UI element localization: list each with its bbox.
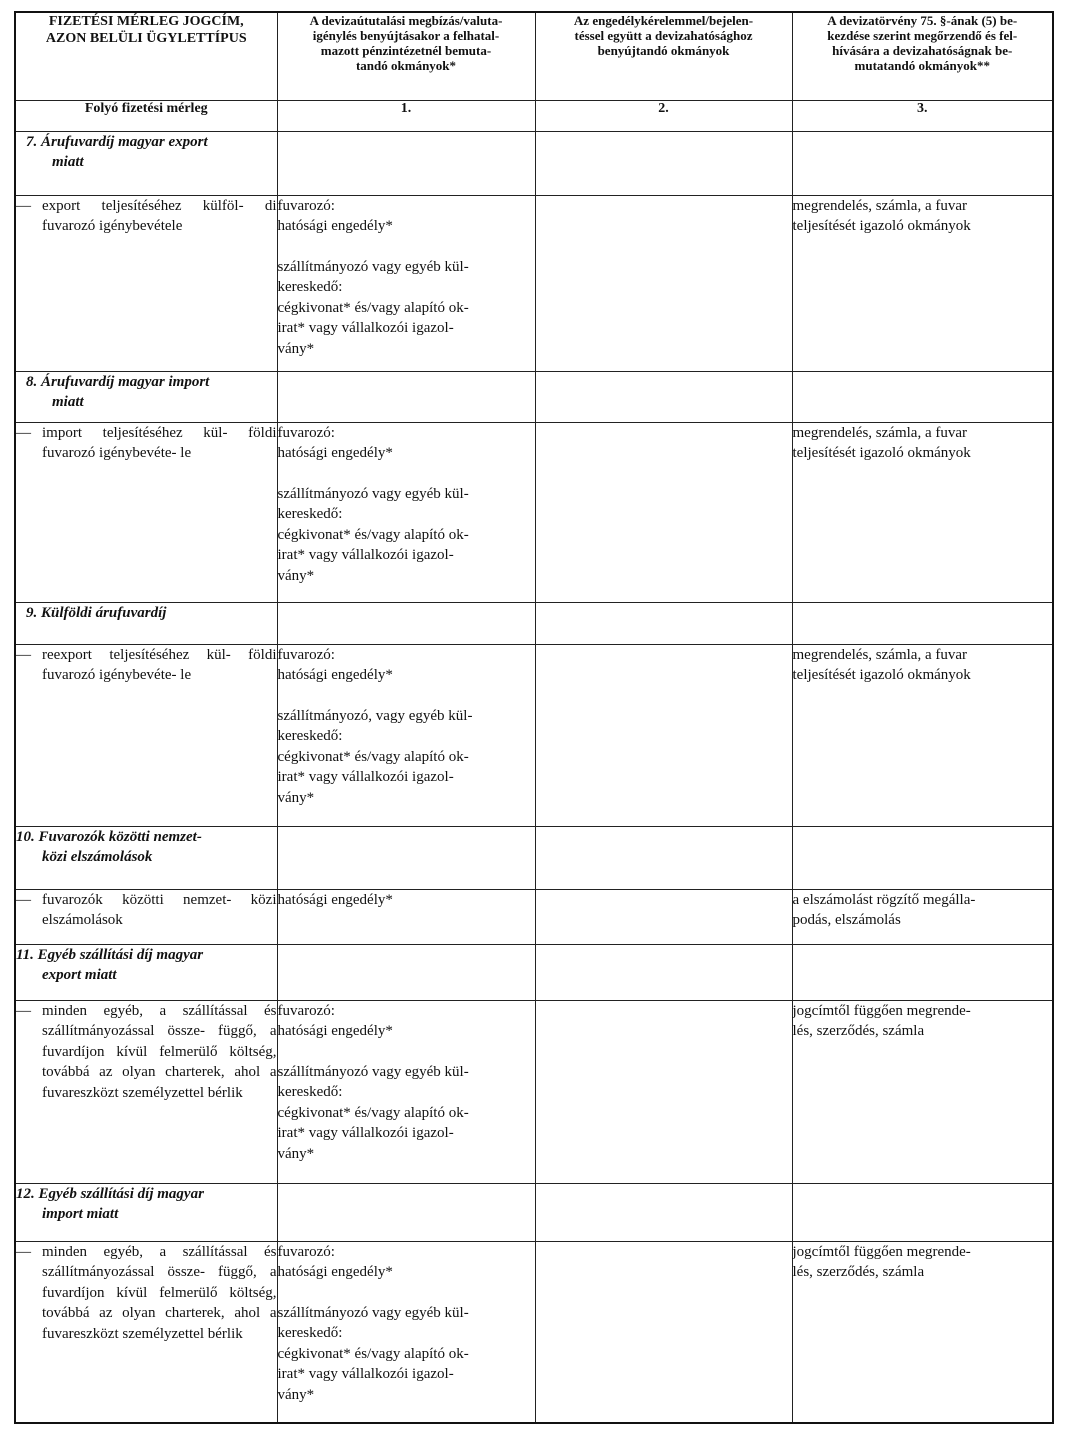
desc-line: felmerülő költség, továbbá [42, 1043, 277, 1080]
section-title-row [15, 826, 1053, 889]
header-col1-line: igénylés benyújtásakor a felhatal- [312, 28, 500, 43]
col1-line: irat* vagy vállalkozói igazol- [277, 547, 454, 563]
section-title-line: import miatt [42, 1205, 119, 1222]
document-table [14, 11, 1054, 1424]
header-col2-line: benyújtandó okmányok [597, 43, 730, 58]
col1-line: kereskedő: [277, 1084, 343, 1100]
desc-line: és szállítmányozással össze- [42, 1002, 277, 1039]
header-col1-line: mazott pénzintézetnél bemuta- [320, 43, 492, 58]
item-row [15, 422, 1053, 602]
col1-line: hatósági engedély* [277, 891, 393, 908]
desc-line: fuvarozók közötti nemzet- [42, 891, 232, 908]
header-col3-line: A devizatörvény 75. §-ának (5) be- [827, 13, 1018, 28]
col3-line: a elszámolást rögzítő megálla- [792, 891, 976, 908]
empty-cell [792, 826, 1053, 889]
desc-line: közi elszámolások [42, 891, 277, 928]
col2-documents [535, 1241, 792, 1423]
item-description [15, 1000, 277, 1183]
col2-documents [535, 889, 792, 944]
col3-line: teljesítését igazoló okmányok [792, 218, 971, 234]
empty-cell [792, 1183, 1053, 1241]
desc-line: földi fuvarozó igénybevéte- [42, 646, 277, 683]
header-col1 [277, 12, 535, 100]
col1-line: cégkivonat* és/vagy alapító ok- [277, 299, 469, 316]
empty-cell [277, 1183, 535, 1241]
empty-cell [277, 371, 535, 422]
col3-documents [792, 195, 1053, 371]
col1-line: vány* [277, 789, 315, 806]
header-col3-line: kezdése szerint megőrzendő és fel- [827, 28, 1018, 43]
desc-line: di fuvarozó igénybevétele [42, 197, 277, 234]
desc-line: függő, a fuvardíjon kívül [42, 1264, 277, 1301]
col1-line: fuvarozó: [277, 197, 335, 214]
dash-mark: — [16, 1243, 31, 1260]
col1-line: cégkivonat* és/vagy alapító ok- [277, 748, 469, 765]
empty-cell [535, 371, 792, 422]
col1-documents [277, 422, 535, 602]
col1-line: kereskedő: [277, 728, 343, 744]
dash-mark: — [16, 197, 31, 214]
section-title-line: miatt [52, 153, 84, 170]
empty-cell [277, 131, 535, 195]
section-title-row [15, 944, 1053, 1000]
col3-documents [792, 1241, 1053, 1423]
section-title-line: export miatt [42, 966, 117, 983]
header-col3-line: mutatandó okmányok** [854, 58, 990, 73]
col1-line: cégkivonat* és/vagy alapító ok- [277, 1345, 469, 1362]
col3-line: lés, szerződés, számla [792, 1264, 925, 1280]
col1-documents [277, 644, 535, 826]
column-number-2: 2. [535, 100, 792, 131]
header-col3-line: hívására a devizahatóságnak be- [832, 43, 1013, 58]
section-title-line: 7. Árufuvardíj magyar export [26, 133, 208, 150]
dash-mark: — [16, 646, 31, 663]
empty-cell [792, 371, 1053, 422]
desc-line: bérlik [207, 1084, 243, 1101]
col1-line: vány* [277, 567, 315, 584]
header-col2 [535, 12, 792, 100]
desc-line: le [180, 445, 192, 461]
section-title-row [15, 602, 1053, 644]
col1-line: kereskedő: [277, 1325, 343, 1341]
dash-mark: — [16, 424, 31, 441]
desc-line: az olyan charterek, ahol a [99, 1305, 277, 1321]
desc-line: minden egyéb, a szállítással [42, 1002, 248, 1019]
section-title-line: 8. Árufuvardíj magyar import [26, 373, 210, 390]
item-description [15, 1241, 277, 1423]
item-description [15, 644, 277, 826]
col1-documents [277, 1241, 535, 1423]
column-number-3: 3. [792, 100, 1053, 131]
col3-line: megrendelés, számla, a fuvar [792, 646, 967, 663]
desc-line: földi fuvarozó igénybevéte- [42, 424, 277, 461]
section-title [15, 826, 277, 889]
col3-line: jogcímtől függően megrende- [792, 1243, 971, 1260]
item-row [15, 195, 1053, 371]
desc-line: le [180, 667, 192, 683]
empty-cell [277, 602, 535, 644]
empty-cell [277, 944, 535, 1000]
col1-line: vány* [277, 340, 315, 357]
desc-line: az olyan charterek, ahol a [99, 1064, 277, 1080]
section-title [15, 1183, 277, 1241]
section-title-row [15, 1183, 1053, 1241]
col3-documents [792, 1000, 1053, 1183]
header-col1-line: A devizaútutalási megbízás/valuta- [309, 13, 503, 28]
header-col2-line: téssel együtt a devizahatósághoz [574, 28, 753, 43]
col1-line: szállítmányozó vagy egyéb kül- [277, 485, 469, 502]
desc-line: reexport teljesítéséhez kül- [42, 646, 231, 663]
col1-line: irat* vagy vállalkozói igazol- [277, 1366, 454, 1382]
header-col0-line: AZON BELÜLI ÜGYLETTÍPUS [45, 31, 247, 46]
col1-line: szállítmányozó vagy egyéb kül- [277, 1063, 469, 1080]
item-row [15, 644, 1053, 826]
col3-documents [792, 644, 1053, 826]
item-row [15, 1000, 1053, 1183]
col1-line: cégkivonat* és/vagy alapító ok- [277, 1104, 469, 1121]
header-col0 [15, 12, 277, 100]
col3-line: jogcímtől függően megrende- [792, 1002, 971, 1019]
col1-line: vány* [277, 1145, 315, 1162]
section-title-line: miatt [52, 393, 84, 410]
header-col1-line: tandó okmányok* [355, 58, 457, 73]
desc-line: minden egyéb, a szállítással [42, 1243, 248, 1260]
dash-mark: — [16, 891, 31, 908]
empty-cell [792, 131, 1053, 195]
col3-line: podás, elszámolás [792, 912, 901, 928]
section-title [15, 131, 277, 195]
desc-line: import teljesítéséhez kül- [42, 424, 228, 441]
item-description [15, 195, 277, 371]
empty-cell [535, 1183, 792, 1241]
section-title-row [15, 131, 1053, 195]
desc-line: fuvareszközt személyzettel [42, 1084, 204, 1101]
folyo-fizetesi-merleg-label: Folyó fizetési mérleg [15, 100, 277, 131]
col2-documents [535, 422, 792, 602]
col1-documents [277, 195, 535, 371]
col1-documents [277, 1000, 535, 1183]
section-title-line: 11. Egyéb szállítási díj magyar [16, 946, 204, 963]
col1-line: kereskedő: [277, 279, 343, 295]
section-title-line: 9. Külföldi árufuvardíj [26, 604, 167, 621]
section-title [15, 602, 277, 644]
section-title-line: 12. Egyéb szállítási díj magyar [16, 1185, 204, 1202]
col1-line: vány* [277, 1386, 315, 1403]
desc-line: felmerülő költség, továbbá [42, 1284, 277, 1321]
item-description [15, 889, 277, 944]
col3-line: teljesítését igazoló okmányok [792, 445, 971, 461]
col1-line: fuvarozó: [277, 424, 335, 441]
col1-line: fuvarozó: [277, 1002, 335, 1019]
section-title-line: közi elszámolások [42, 848, 153, 865]
desc-line: bérlik [207, 1325, 243, 1342]
col1-line: szállítmányozó vagy egyéb kül- [277, 258, 469, 275]
col3-documents [792, 422, 1053, 602]
header-col0-line: FIZETÉSI MÉRLEG JOGCÍM, [48, 14, 244, 29]
empty-cell [535, 826, 792, 889]
col1-line: hatósági engedély* [277, 1264, 393, 1280]
empty-cell [535, 944, 792, 1000]
section-title [15, 371, 277, 422]
item-description [15, 422, 277, 602]
col1-line: hatósági engedély* [277, 218, 393, 234]
section-title-line: 10. Fuvarozók közötti nemzet- [16, 828, 202, 845]
col1-line: irat* vagy vállalkozói igazol- [277, 1125, 454, 1141]
col3-line: teljesítését igazoló okmányok [792, 667, 971, 683]
col3-line: megrendelés, számla, a fuvar [792, 424, 967, 441]
col1-line: irat* vagy vállalkozói igazol- [277, 769, 454, 785]
dash-mark: — [16, 1002, 31, 1019]
section-title [15, 944, 277, 1000]
col1-line: cégkivonat* és/vagy alapító ok- [277, 526, 469, 543]
header-col2-line: Az engedélykérelemmel/bejelen- [573, 13, 754, 28]
item-row [15, 889, 1053, 944]
section-title-row [15, 371, 1053, 422]
col1-line: hatósági engedély* [277, 667, 393, 683]
col1-documents [277, 889, 535, 944]
col1-line: szállítmányozó vagy egyéb kül- [277, 1304, 469, 1321]
desc-line: export teljesítéséhez külföl- [42, 197, 244, 214]
column-number-row [15, 100, 1053, 131]
col1-line: hatósági engedély* [277, 1023, 393, 1039]
col2-documents [535, 195, 792, 371]
desc-line: fuvareszközt személyzettel [42, 1325, 204, 1342]
header-col3 [792, 12, 1053, 100]
col3-line: megrendelés, számla, a fuvar [792, 197, 967, 214]
col2-documents [535, 1000, 792, 1183]
desc-line: és szállítmányozással össze- [42, 1243, 277, 1280]
empty-cell [535, 602, 792, 644]
empty-cell [792, 944, 1053, 1000]
column-number-1: 1. [277, 100, 535, 131]
col3-documents [792, 889, 1053, 944]
empty-cell [535, 131, 792, 195]
col3-line: lés, szerződés, számla [792, 1023, 925, 1039]
col1-line: fuvarozó: [277, 1243, 335, 1260]
col1-line: fuvarozó: [277, 646, 335, 663]
col1-line: szállítmányozó, vagy egyéb kül- [277, 707, 473, 724]
empty-cell [792, 602, 1053, 644]
header-row [15, 12, 1053, 100]
col1-line: irat* vagy vállalkozói igazol- [277, 320, 454, 336]
col2-documents [535, 644, 792, 826]
col1-line: kereskedő: [277, 506, 343, 522]
empty-cell [277, 826, 535, 889]
col1-line: hatósági engedély* [277, 445, 393, 461]
desc-line: függő, a fuvardíjon kívül [42, 1023, 277, 1060]
item-row [15, 1241, 1053, 1423]
